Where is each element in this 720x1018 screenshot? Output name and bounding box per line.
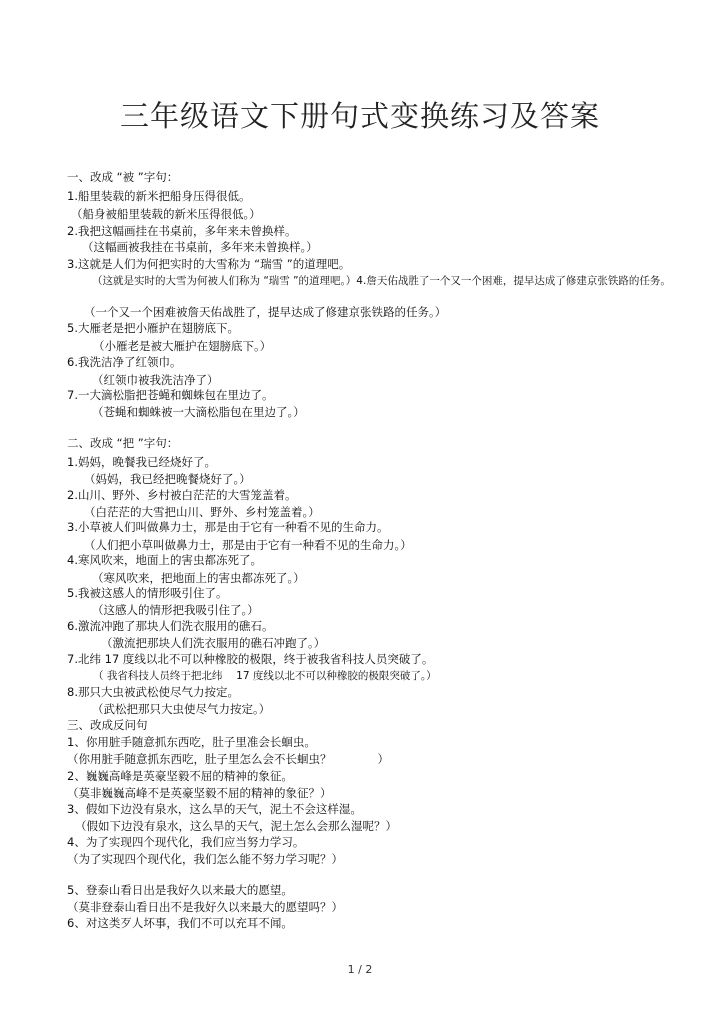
question-line: 1、你用脏手随意抓东西吃，肚子里准会长蛔虫。 xyxy=(67,735,316,749)
question-line: 2.我把这幅画挂在书桌前，多年来未曾换样。 xyxy=(67,224,297,238)
question-line: 4.寒风吹来，地面上的害虫都冻死了。 xyxy=(67,553,262,567)
answer-line: （假如下边没有泉水，这么旱的天气，泥土怎么会那么湿呢？） xyxy=(75,819,397,833)
document-title: 三年级语文下册句式变换练习及答案 xyxy=(119,99,600,133)
question-line: 7.北纬 17 度线以北不可以种橡胶的极限，终于被我省科技人员突破了。 xyxy=(67,652,434,666)
answer-line: （船身被船里装载的新米压得很低。） xyxy=(71,207,261,221)
question-line: 1.船里装载的新米把船身压得很低。 xyxy=(67,189,251,203)
answer-line: （武松把那只大虫使尽气力按定。） xyxy=(92,702,271,716)
question-line: 7.一大滴松脂把苍蝇和蜘蛛包在里边了。 xyxy=(67,388,274,402)
section-heading: 三、改成反问句 xyxy=(67,718,148,732)
page-number: 1 / 2 xyxy=(347,963,373,976)
question-line: 6、对这类歹人坏事，我们不可以充耳不闻。 xyxy=(67,916,293,930)
question-line: 8.那只大虫被武松使尽气力按定。 xyxy=(67,685,239,699)
answer-line: （一个又一个困难被詹天佑战胜了，提早达成了修建京张铁路的任务。） xyxy=(84,305,447,319)
answer-line: （ 我省科技人员终于把北纬 17 度线以北不可以种橡胶的极限突破了。） xyxy=(93,670,437,682)
answer-line: （白茫茫的大雪把山川、野外、乡村笼盖着。） xyxy=(84,505,320,519)
section-heading: 二、改成 “把 ”字句： xyxy=(67,436,179,450)
section-heading: 一、改成 “被 ”字句： xyxy=(67,170,179,184)
answer-line: （小雁老是被大雁护在翅膀底下。） xyxy=(93,339,272,353)
answer-line: （妈妈，我已经把晚餐烧好了。） xyxy=(84,472,251,486)
question-line: 3.小草被人们叫做鼻力士，那是由于它有一种看不见的生命力。 xyxy=(67,520,389,534)
answer-line: （这感人的情形把我吸引住了。） xyxy=(92,603,259,617)
question-line: 5.大雁老是把小雁护在翅膀底下。 xyxy=(67,321,239,335)
answer-line: （莫非巍巍高峰不是英豪坚毅不屈的精神的象征？） xyxy=(67,786,332,800)
question-line: 5.我被这感人的情形吸引住了。 xyxy=(67,586,228,600)
answer-line: （寒风吹来，把地面上的害虫都冻死了。） xyxy=(92,571,305,585)
answer-line: （为了实现四个现代化，我们怎么能不努力学习呢？） xyxy=(67,852,343,866)
answer-line: （这幅画被我挂在书桌前，多年来未曾换样。） xyxy=(82,240,318,254)
answer-line: （你用脏手随意抓东西吃，肚子里怎么会不长蛔虫？ ） xyxy=(67,752,389,766)
answer-line: （苍蝇和蜘蛛被一大滴松脂包在里边了。） xyxy=(92,405,305,419)
answer-line: （红领巾被我洗洁净了） xyxy=(92,373,219,387)
question-line: 2、巍巍高峰是英豪坚毅不屈的精神的象征。 xyxy=(67,769,293,783)
question-line: 5、登泰山看日出是我好久以来最大的愿望。 xyxy=(67,883,293,897)
question-line: 6.激流冲跑了那块人们洗衣服用的礁石。 xyxy=(67,619,274,633)
answer-line: （人们把小草叫做鼻力士，那是由于它有一种看不见的生命力。） xyxy=(84,538,412,552)
answer-line: （激流把那块人们洗衣服用的礁石冲跑了。） xyxy=(101,636,326,650)
question-line: 3.这就是人们为何把实时的大雪称为 “瑞雪 ”的道理吧。 xyxy=(67,257,351,271)
question-line: 1.妈妈，晚餐我已经烧好了。 xyxy=(67,455,216,469)
answer-line: （莫非登泰山看日出不是我好久以来最大的愿望吗？） xyxy=(67,900,343,914)
question-line: 4、为了实现四个现代化，我们应当努力学习。 xyxy=(67,835,305,849)
answer-line: （这就是实时的大雪为何被人们称为 “瑞雪 ”的道理吧。）4.詹天佑战胜了一个又一个困难，提早达成了修建京张铁路的任务。 xyxy=(92,275,671,287)
question-line: 2.山川、野外、乡村被白茫茫的大雪笼盖着。 xyxy=(67,488,297,502)
question-line: 6.我洗洁净了红领巾。 xyxy=(67,355,182,369)
question-line: 3、假如下边没有泉水，这么旱的天气，泥土不会这样湿。 xyxy=(67,802,362,816)
